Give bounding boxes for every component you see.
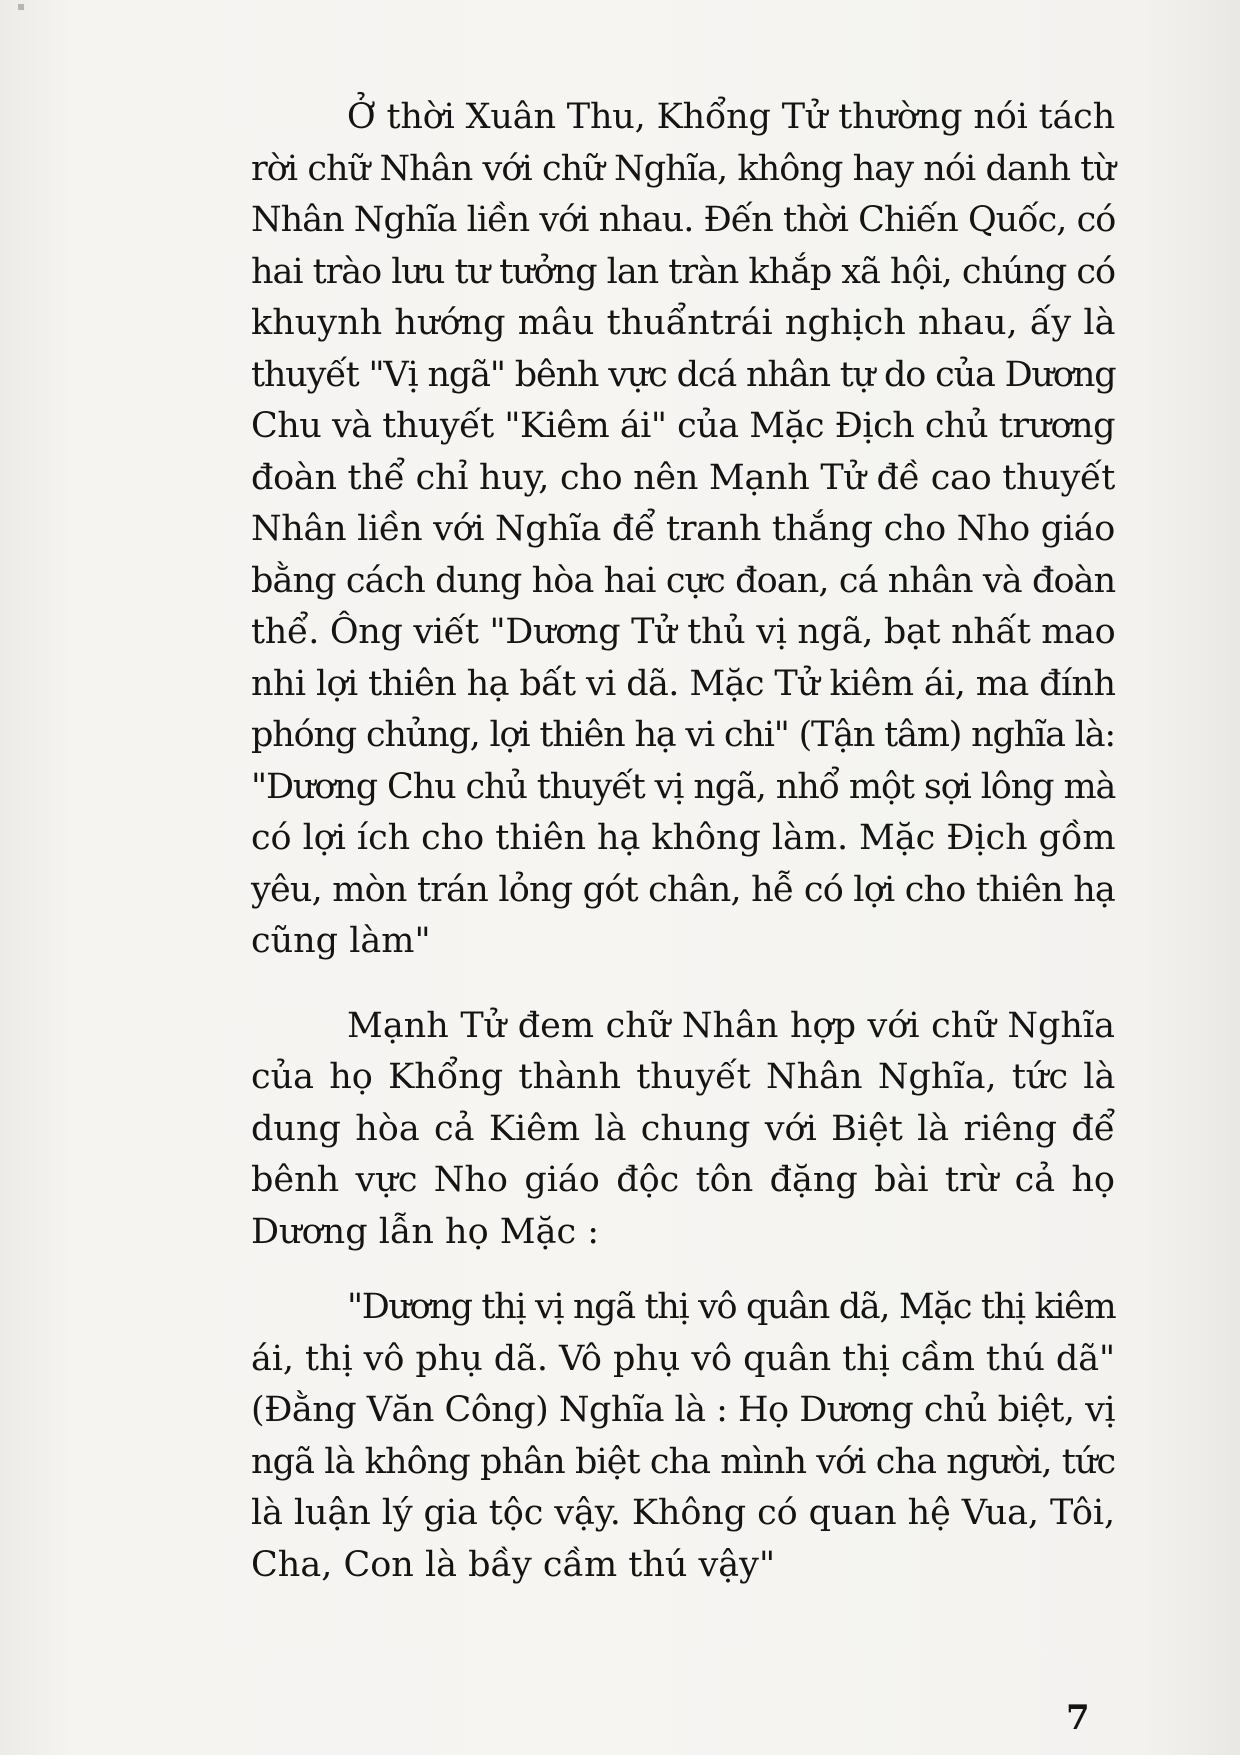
text-line: dung hòa cả Kiêm là chung với Biệt là riêng để bbox=[251, 1108, 1116, 1149]
paragraph-gap bbox=[155, 1258, 1115, 1282]
scan-mark bbox=[18, 4, 24, 10]
text-line: yêu, mòn trán lỏng gót chân, hễ có lợi cho thiên hạ bbox=[251, 869, 1115, 910]
text-line: khuynh hướng mâu thuẩntrái nghịch nhau, ấy là bbox=[251, 303, 1116, 343]
text-line: của họ Khổng thành thuyết Nhân Nghĩa, tức là bbox=[251, 1057, 1116, 1097]
text-line: bênh vực Nho giáo độc tôn đặng bài trừ cả họ bbox=[251, 1160, 1116, 1200]
paragraph-3 bbox=[155, 1282, 1115, 1591]
text-line: "Dương thị vị ngã thị vô quân dã, Mặc thị kiêm bbox=[347, 1287, 1116, 1327]
text-line: thuyết "Vị ngã" bênh vực dcá nhân tự do của Dương bbox=[251, 354, 1116, 395]
text-line: Nhân liền với Nghĩa để tranh thắng cho Nho giáo bbox=[251, 509, 1115, 549]
paragraph-1 bbox=[155, 92, 1115, 968]
text-line: "Dương Chu chủ thuyết vị ngã, nhổ một sợi lông mà bbox=[251, 766, 1116, 807]
text-line: rời chữ Nhân với chữ Nghĩa, không hay nói danh từ bbox=[251, 148, 1115, 189]
text-line: nhi lợi thiên hạ bất vi dã. Mặc Tử kiêm ái, ma đính bbox=[251, 663, 1116, 704]
text-line: là luận lý gia tộc vậy. Không có quan hệ Vua, Tôi, bbox=[251, 1493, 1115, 1533]
text-line: ái, thị vô phụ dã. Vô phụ vô quân thị cầm thú dã" bbox=[251, 1338, 1115, 1379]
text-line: Mạnh Tử đem chữ Nhân hợp với chữ Nghĩa bbox=[347, 1005, 1115, 1046]
text-line: Cha, Con là bầy cầm thú vậy" bbox=[251, 1544, 776, 1585]
page-text bbox=[155, 92, 1115, 1591]
text-line: Dương lẫn họ Mặc : bbox=[251, 1211, 600, 1252]
text-line: đoàn thể chỉ huy, cho nên Mạnh Tử đề cao thuyết bbox=[251, 457, 1115, 498]
text-line: Nhân Nghĩa liền với nhau. Đến thời Chiến Quốc, có bbox=[251, 200, 1116, 240]
text-line: thể. Ông viết "Dương Tử thủ vị ngã, bạt nhất mao bbox=[251, 612, 1116, 652]
paragraph-2 bbox=[155, 1001, 1115, 1259]
text-line: phóng chủng, lợi thiên hạ vi chi" (Tận tâm) nghĩa là: bbox=[251, 715, 1115, 755]
text-line: Chu và thuyết "Kiêm ái" của Mặc Địch chủ trương bbox=[251, 406, 1115, 446]
page-number: 7 bbox=[1066, 1698, 1090, 1738]
paragraph-gap bbox=[155, 968, 1115, 1001]
text-line: bằng cách dung hòa hai cực đoan, cá nhân và đoàn bbox=[251, 560, 1116, 601]
text-line: Ở thời Xuân Thu, Khổng Tử thường nói tách bbox=[347, 97, 1115, 137]
text-line: cũng làm" bbox=[251, 921, 431, 961]
text-line: ngã là không phân biệt cha mình với cha người, tức bbox=[251, 1441, 1116, 1482]
text-line: hai trào lưu tư tưởng lan tràn khắp xã hội, chúng có bbox=[251, 251, 1115, 292]
text-line: có lợi ích cho thiên hạ không làm. Mặc Địch gồm bbox=[251, 818, 1116, 858]
text-line: (Đằng Văn Công) Nghĩa là : Họ Dương chủ biệt, vị bbox=[251, 1390, 1115, 1430]
